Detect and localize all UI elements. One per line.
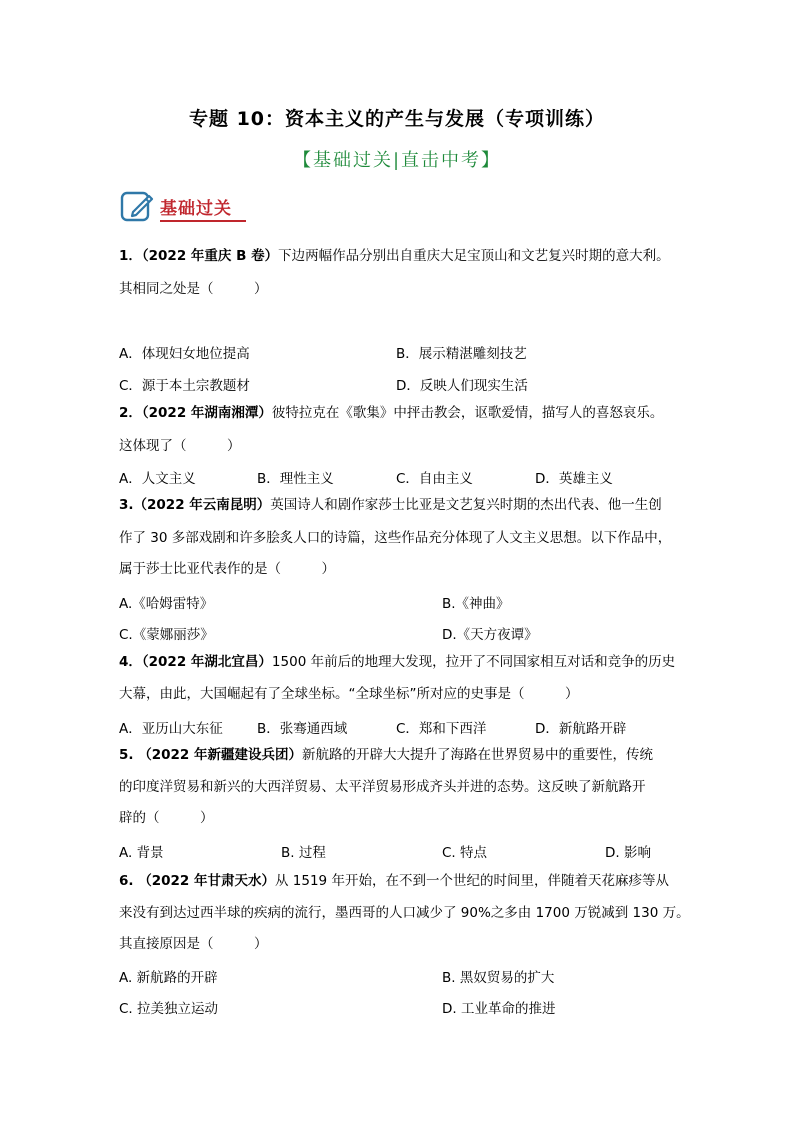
question-3-source: 3.（2022 年云南昆明） (119, 497, 271, 513)
question-6-option-b: B. 黑奴贸易的扩大 (442, 970, 555, 986)
question-5-line-1 (119, 745, 653, 765)
question-5-line-3: 辟的（ ） (119, 810, 214, 826)
question-1-text: 下边两幅作品分别出自重庆大足宝顶山和文艺复兴时期的意大利。 (278, 248, 670, 264)
question-1-option-a: A．体现妇女地位提高 (119, 346, 250, 362)
question-6-option-a: A. 新航路的开辟 (119, 970, 218, 986)
question-2-option-c: C．自由主义 (396, 471, 473, 487)
question-1-option-c: C．源于本土宗教题材 (119, 378, 250, 394)
question-3-option-c: C.《蒙娜丽莎》 (119, 627, 214, 643)
question-5-option-c: C. 特点 (442, 845, 488, 861)
question-1-line-1 (119, 246, 670, 266)
question-5-option-b: B. 过程 (281, 845, 326, 861)
question-2-option-b: B．理性主义 (257, 471, 334, 487)
question-3-line-2: 作了 30 多部戏剧和许多脍炙人口的诗篇，这些作品充分体现了人文主义思想。以下作品中， (119, 530, 672, 546)
question-3-text: 英国诗人和剧作家莎士比亚是文艺复兴时期的杰出代表、他一生创 (270, 497, 662, 513)
question-3-option-d: D.《天方夜谭》 (442, 627, 538, 643)
question-2-line-2: 这体现了（ ） (119, 438, 241, 454)
question-4-source: 4．（2022 年湖北宜昌） (119, 654, 272, 670)
question-4-option-c: C．郑和下西洋 (396, 721, 487, 737)
page-title: 专题 10：资本主义的产生与发展（专项训练） (188, 108, 606, 130)
question-3-option-a: A.《哈姆雷特》 (119, 596, 214, 612)
question-2-option-d: D．英雄主义 (535, 471, 613, 487)
question-4-line-2: 大幕，由此，大国崛起有了全球坐标。“全球坐标”所对应的史事是（ ） (119, 686, 579, 702)
question-6-option-c: C. 拉美独立运动 (119, 1001, 219, 1017)
question-5-option-a: A. 背景 (119, 845, 164, 861)
question-4-line-1 (119, 652, 675, 672)
question-2-option-a: A．人文主义 (119, 471, 196, 487)
question-6-line-3: 其直接原因是（ ） (119, 936, 268, 952)
question-2-line-1 (119, 403, 663, 423)
question-4-text: 1500 年前后的地理大发现，拉开了不同国家相互对话和竞争的历史 (271, 654, 676, 670)
question-4-option-b: B．张骞通西域 (257, 721, 348, 737)
question-6-text: 从 1519 年开始，在不到一个世纪的时间里，伴随着天花麻疹等从 (275, 873, 669, 889)
section-label: 基础过关 (160, 199, 232, 219)
edit-pencil-icon (120, 190, 154, 224)
question-4-option-a: A．亚历山大东征 (119, 721, 223, 737)
question-2-text: 彼特拉克在《歌集》中抨击教会，讴歌爱情，描写人的喜怒哀乐。 (271, 405, 664, 421)
question-3-line-3: 属于莎士比亚代表作的是（ ） (119, 561, 335, 577)
question-5-text: 新航路的开辟大大提升了海路在世界贸易中的重要性，传统 (302, 747, 653, 763)
page-subtitle: 【基础过关|直击中考】 (292, 150, 502, 171)
question-4-option-d: D．新航路开辟 (535, 721, 627, 737)
question-1-option-b: B．展示精湛雕刻技艺 (396, 346, 527, 362)
question-3-option-b: B.《神曲》 (442, 596, 510, 612)
question-6-source: 6. （2022 年甘肃天水） (119, 873, 275, 889)
question-6-option-d: D. 工业革命的推进 (442, 1001, 556, 1017)
question-1-option-d: D．反映人们现实生活 (396, 378, 528, 394)
question-6-line-1 (119, 871, 669, 891)
question-5-line-2: 的印度洋贸易和新兴的大西洋贸易、太平洋贸易形成齐头并进的态势。这反映了新航路开 (119, 779, 646, 795)
question-3-line-1 (119, 495, 662, 515)
question-2-source: 2．（2022 年湖南湘潭） (119, 405, 272, 421)
question-6-line-2: 来没有到达过西半球的疾病的流行，墨西哥的人口减少了 90%之多由 1700 万锐减到 130 万。 (119, 905, 690, 921)
section-header (120, 188, 260, 224)
question-1-source: 1．（2022 年重庆 B 卷） (119, 248, 279, 264)
question-5-source: 5. （2022 年新疆建设兵团） (119, 747, 302, 763)
question-5-option-d: D. 影响 (605, 845, 651, 861)
question-1-line-2: 其相同之处是（ ） (119, 281, 268, 297)
section-underline (160, 220, 246, 222)
